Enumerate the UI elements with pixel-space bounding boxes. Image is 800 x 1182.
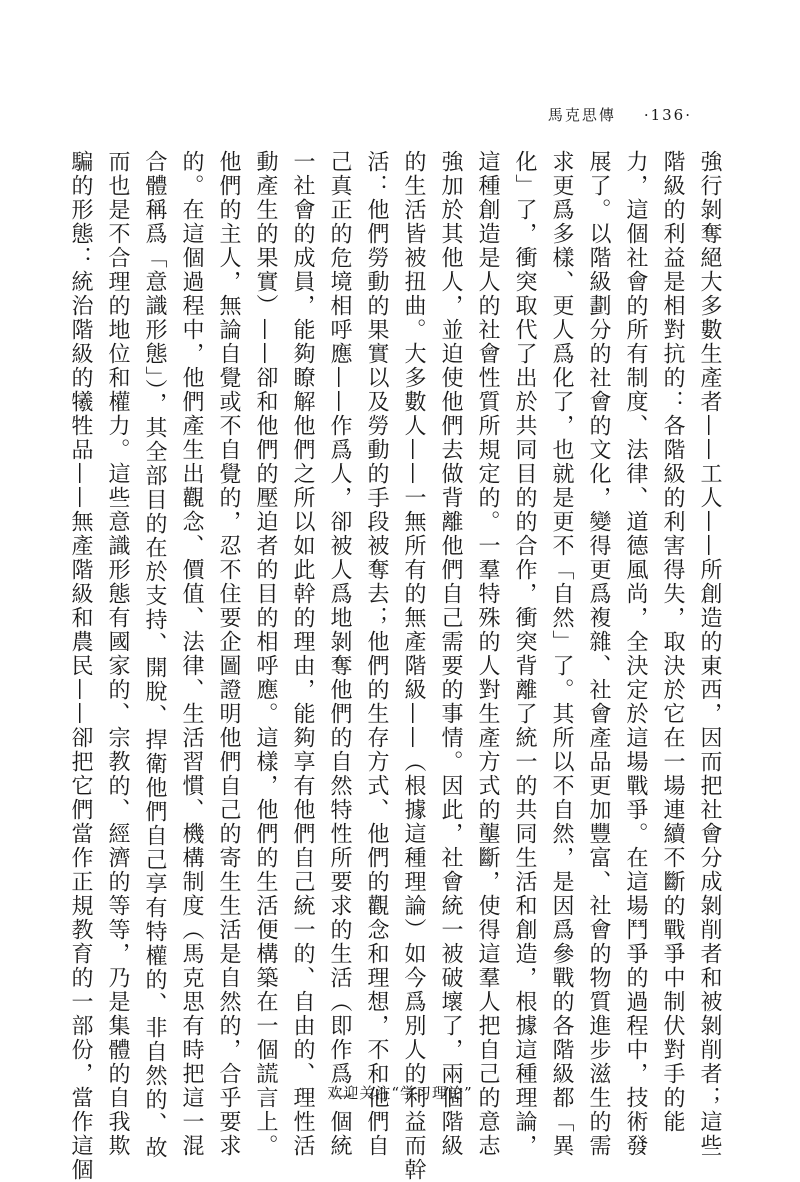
text-column: 他們的主人，無論自覺或不自覺的，忍不住要企圖證明他們自己的寄生生活是自然的，合乎要求 [216,150,241,1158]
running-header [548,104,692,125]
book-title: 馬克思傳 [547,106,616,124]
text-column: 這種創造是人的社會性質所規定的。一羣特殊的人對生產方式的壟斷，使得這羣人把自己的意志 [475,150,500,1158]
text-column: 的生活皆被扭曲。大多數人——一無所有的無產階級——（根據這種理論）如今爲別人的利益而幹 [401,150,426,1182]
text-column: 力，這個社會的所有制度、法律、道德風尚，全決定於這場戰爭。在這場鬥爭的過程中，技術發 [623,150,648,1158]
text-column: 一社會的成員，能夠瞭解他們之所以如此幹的理由，能夠享有他們自己統一的、自由的、理性活 [290,150,315,1158]
text-column: 強行剝奪絕大多數生產者——工人——所創造的東西，因而把社會分成剝削者和被剝削者；這些 [697,150,722,1158]
page-number: ·136· [643,106,692,124]
text-column: 化」了，衝突取代了出於共同目的的合作，衝突背離了統一的共同生活和創造，根據這種理論， [512,150,537,1158]
text-column: 求更爲多樣、更人爲化了，也就是更不「自然」了。其所以不自然，是因爲參戰的各階級都「異 [549,150,574,1158]
text-column: 而也是不合理的地位和權力。這些意識形態有國家的、宗教的、經濟的等等，乃是集體的自我欺 [105,150,130,1158]
text-column: 展了。以階級劃分的社會的文化，變得更爲複雜、社會產品更加豐富、社會的物質進步滋生的需 [586,150,611,1158]
text-column: 騙的形態：統治階級的犧牲品——無產階級和農民——卻把它們當作正規教育的一部份，當作這個 [68,150,93,1182]
text-column: 階級的利益是相對抗的：各階級的利害得失，取決於它在一場連續不斷的戰爭中制伏對手的能 [660,150,685,1134]
text-column: 合體稱爲「意識形態」），其全部目的在於支持、開脫、捍衛他們自己享有特權的、非自然的、故 [142,150,167,1160]
text-column: 活：他們勞動的果實以及勞動的手段被奪去；他們的生存方式、他們的觀念和理想，不和他們自 [364,150,389,1158]
watermark-footer: 欢迎关注“学习理论” [327,1084,473,1102]
text-column: 己真正的危境相呼應——作爲人，卻被人爲地剝奪他們的自然特性所要求的生活（即作爲一個統 [327,150,352,1158]
text-column: 強加於其他人，並迫使他們去做背離他們自己需要的事情。因此，社會統一被破壞了，兩個階級 [438,150,463,1158]
text-column: 的。在這個過程中，他們產生出觀念、價值、法律、生活習慣、機構制度（馬克思有時把這一混 [179,150,204,1158]
text-column: 動產生的果實）——卻和他們的壓迫者的目的相呼應。這樣，他們的生活便構築在一個謊言上。 [253,150,278,1158]
